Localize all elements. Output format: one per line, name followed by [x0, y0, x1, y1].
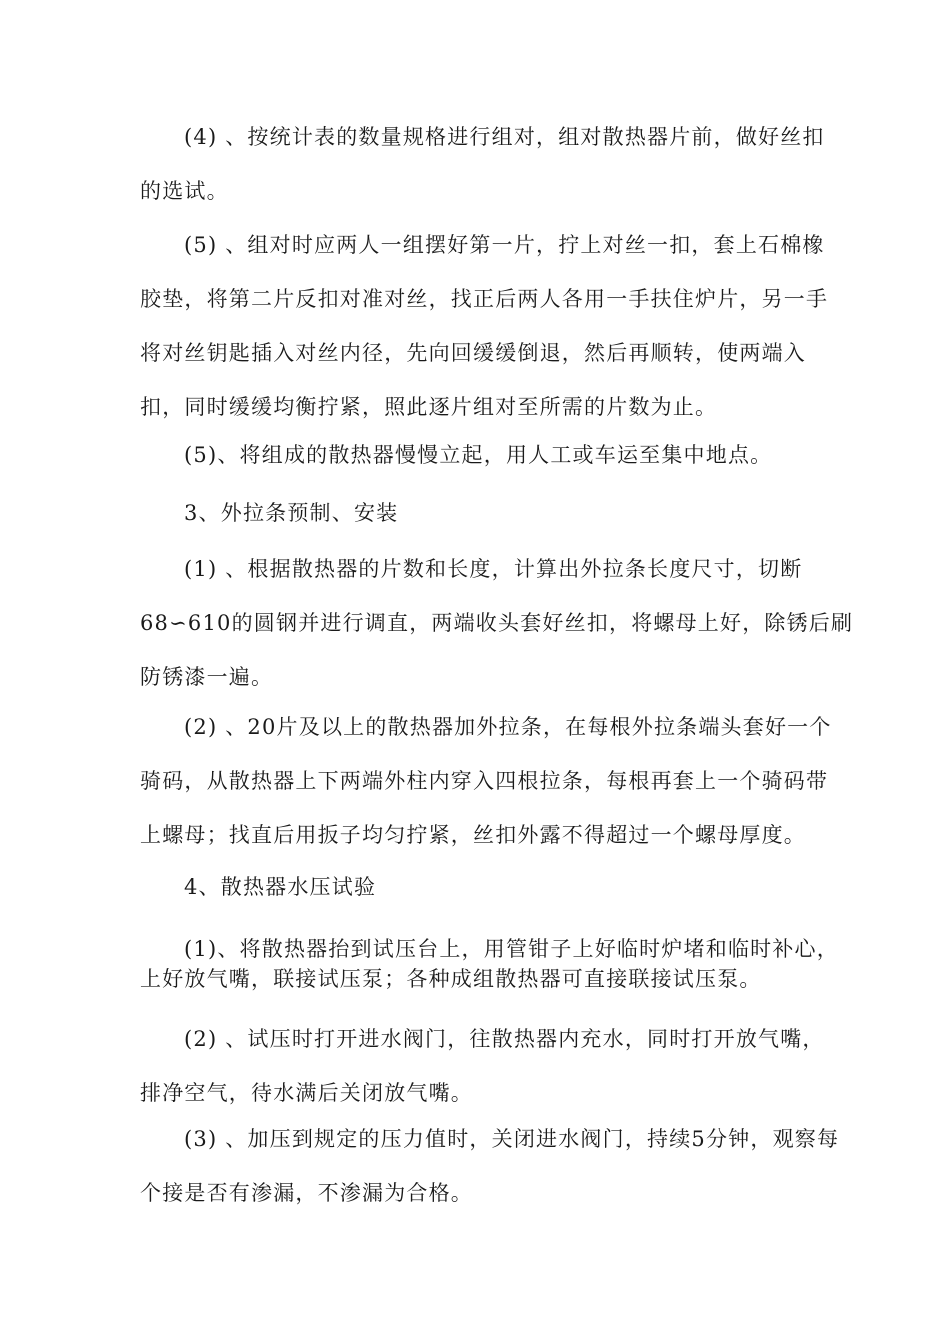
text-line: (1) 、根据散热器的片数和长度，计算出外拉条长度尺寸，切断: [184, 557, 803, 581]
text-line: (2) 、试压时打开进水阀门，往散热器内充水，同时打开放气嘴，: [184, 1027, 825, 1051]
text-line: 防锈漆一遍。: [140, 665, 274, 689]
text-line: 排净空气，待水满后关闭放气嘴。: [140, 1081, 473, 1105]
paragraph-1-tie-rod: [140, 542, 854, 704]
text-line: 扣，同时缓缓均衡拧紧，照此逐片组对至所需的片数为止。: [140, 395, 718, 419]
paragraph-5-assembly: [140, 218, 829, 434]
text-line: 将对丝钥匙插入对丝内径，先向回缓缓倒退，然后再顺转，使两端入: [140, 341, 806, 365]
text-line: 骑码，从散热器上下两端外柱内穿入四根拉条，每根再套上一个骑码带: [140, 769, 829, 793]
section-heading-3: [140, 486, 820, 540]
paragraph-4-select-test: [140, 110, 825, 218]
text-line: 4、散热器水压试验: [184, 875, 377, 899]
paragraph-2-tie-rod: [140, 700, 832, 862]
text-line: (1)、将散热器抬到试压台上，用管钳子上好临时炉堵和临时补心，: [184, 937, 839, 961]
text-line: 3、外拉条预制、安装: [184, 501, 399, 525]
text-line: 的选试。: [140, 179, 229, 203]
paragraph-2-pressure-test: [140, 1012, 825, 1120]
paragraph-5-transport: [140, 428, 820, 482]
text-line: (5) 、组对时应两人一组摆好第一片，拧上对丝一扣，套上石棉橡: [184, 233, 825, 257]
text-line: 个接是否有渗漏，不渗漏为合格。: [140, 1181, 473, 1205]
text-line: (2) 、20片及以上的散热器加外拉条，在每根外拉条端头套好一个: [184, 715, 832, 739]
text-line: 上好放气嘴，联接试压泵；各种成组散热器可直接联接试压泵。: [140, 967, 762, 991]
text-line: 68∽610的圆钢并进行调直，两端收头套好丝扣，将螺母上好，除锈后刷: [140, 611, 854, 635]
text-line: (4) 、按统计表的数量规格进行组对，组对散热器片前，做好丝扣: [184, 125, 825, 149]
paragraph-1-pressure-test: [140, 934, 839, 994]
text-line: (3) 、加压到规定的压力值时，关闭进水阀门，持续5分钟，观察每: [184, 1127, 840, 1151]
paragraph-3-pressure-test: [140, 1112, 840, 1220]
section-heading-4: [140, 860, 820, 914]
text-line: (5)、将组成的散热器慢慢立起，用人工或车运至集中地点。: [184, 443, 773, 467]
text-line: 胶垫，将第二片反扣对准对丝，找正后两人各用一手扶住炉片，另一手: [140, 287, 829, 311]
text-line: 上螺母；找直后用扳子均匀拧紧，丝扣外露不得超过一个螺母厚度。: [140, 823, 806, 847]
